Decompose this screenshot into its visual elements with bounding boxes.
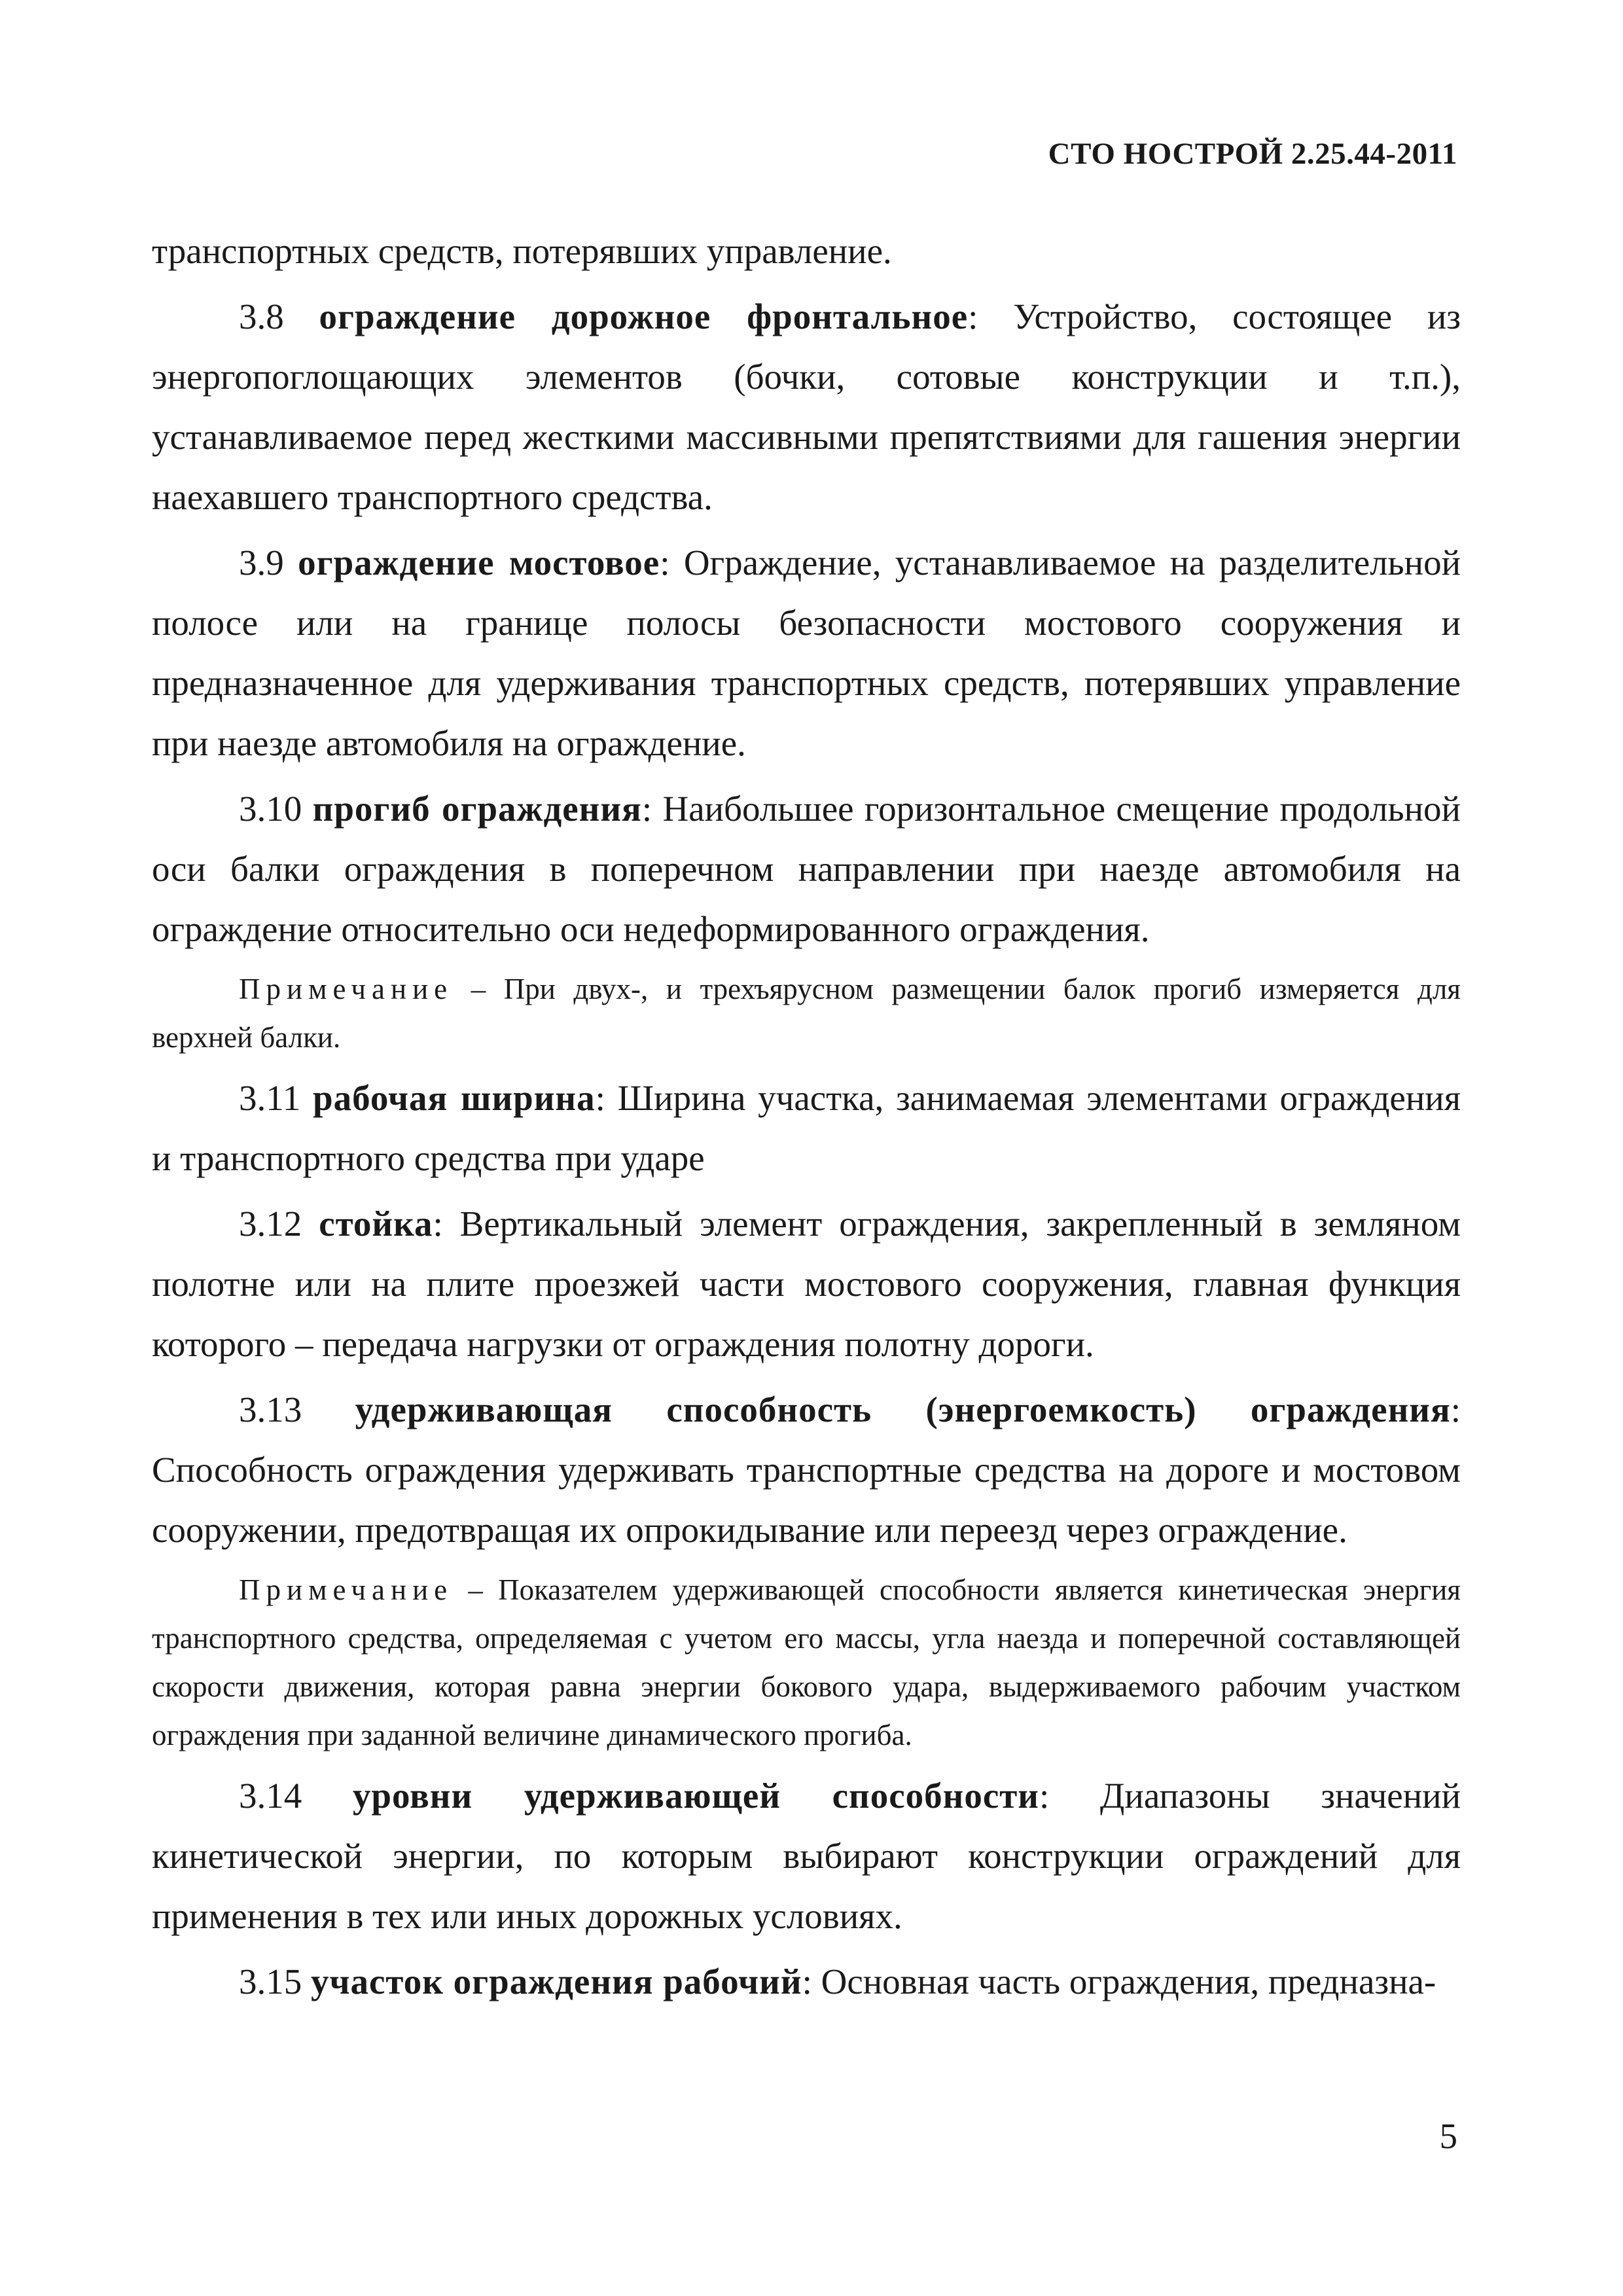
definition-number: 3.14 xyxy=(239,1776,302,1816)
definition-term: ограждение мостовое xyxy=(298,543,660,583)
definition-number: 3.10 xyxy=(239,789,302,829)
definition-3-9 xyxy=(152,533,1461,774)
note-text: – Показателем удерживающей способности является кинетическая энергия транспортного средства, определяемая с учетом его массы, угла наезда и поперечной составляющей скорости движения, которая равна энергии бокового удара, выдерживаемого рабочим участком ограждения при заданной величине динамического прогиба. xyxy=(152,1573,1461,1751)
definition-text: : Основная часть ограждения, предназна- xyxy=(802,1962,1436,2001)
note-3-10 xyxy=(152,965,1461,1062)
definition-text: : Диапазоны значений кинетической энергии, по которым выбирают конструкции ограждений для применения в тех или иных дорожных условиях. xyxy=(152,1776,1461,1936)
definition-3-13 xyxy=(152,1380,1461,1560)
definition-term: прогиб ограждения xyxy=(312,789,642,829)
definition-3-10 xyxy=(152,779,1461,960)
definition-term: участок ограждения рабочий xyxy=(311,1962,802,2001)
definition-term: уровни удерживающей способности xyxy=(352,1776,1039,1816)
definition-3-8 xyxy=(152,287,1461,528)
page-number: 5 xyxy=(1439,2116,1457,2156)
note-3-13 xyxy=(152,1566,1461,1759)
definition-number: 3.13 xyxy=(239,1390,302,1429)
definition-3-12 xyxy=(152,1194,1461,1374)
note-label: Примечание xyxy=(239,973,454,1005)
continuation-text: транспортных средств, потерявших управление. xyxy=(152,231,892,271)
definition-text: : Ограждение, устанавливаемое на разделительной полосе или на границе полосы безопасности мостового сооружения и предназначенное для удерживания транспортных средств, потерявших управление при наезде автомобиля на ограждение. xyxy=(152,543,1461,763)
definition-term: удерживающая способность (энергоемкость) ограждения xyxy=(355,1390,1451,1429)
definition-text: : Ширина участка, занимаемая элементами ограждения и транспортного средства при ударе xyxy=(152,1078,1461,1178)
document-code-header: СТО НОСТРОЙ 2.25.44-2011 xyxy=(1048,137,1457,171)
note-text: – При двух-, и трехъярусном размещении балок прогиб измеряется для верхней балки. xyxy=(152,973,1461,1054)
document-body xyxy=(152,221,1461,2017)
definition-term: стойка xyxy=(319,1204,433,1244)
definition-text: : Вертикальный элемент ограждения, закрепленный в земляном полотне или на плите проезжей части мостового сооружения, главная функция которого – передача нагрузки от ограждения полотну дороги. xyxy=(152,1204,1461,1364)
definition-number: 3.9 xyxy=(239,543,284,583)
definition-text: : Наибольшее горизонтальное смещение продольной оси балки ограждения в поперечном направлении при наезде автомобиля на ограждение относительно оси недеформированного ограждения. xyxy=(152,789,1461,949)
definition-text: : Устройство, состоящее из энергопоглощающих элементов (бочки, сотовые конструкции и т.п.), устанавливаемое перед жесткими массивными препятствиями для гашения энергии наехавшего транспортного средства. xyxy=(152,296,1461,517)
definition-term: рабочая ширина xyxy=(313,1078,596,1118)
definition-3-14 xyxy=(152,1766,1461,1946)
definition-3-11 xyxy=(152,1068,1461,1189)
definition-text: : Способность ограждения удерживать транспортные средства на дороге и мостовом сооружении, предотвращая их опрокидывание или переезд через ограждение. xyxy=(152,1390,1461,1550)
definition-number: 3.11 xyxy=(239,1078,301,1118)
definition-3-15 xyxy=(152,1952,1461,2012)
note-label: Примечание xyxy=(239,1573,454,1606)
definition-number: 3.12 xyxy=(239,1204,302,1244)
definition-number: 3.8 xyxy=(239,296,284,336)
definition-term: ограждение дорожное фронтальное xyxy=(319,296,969,336)
definition-number: 3.15 xyxy=(239,1962,302,2001)
